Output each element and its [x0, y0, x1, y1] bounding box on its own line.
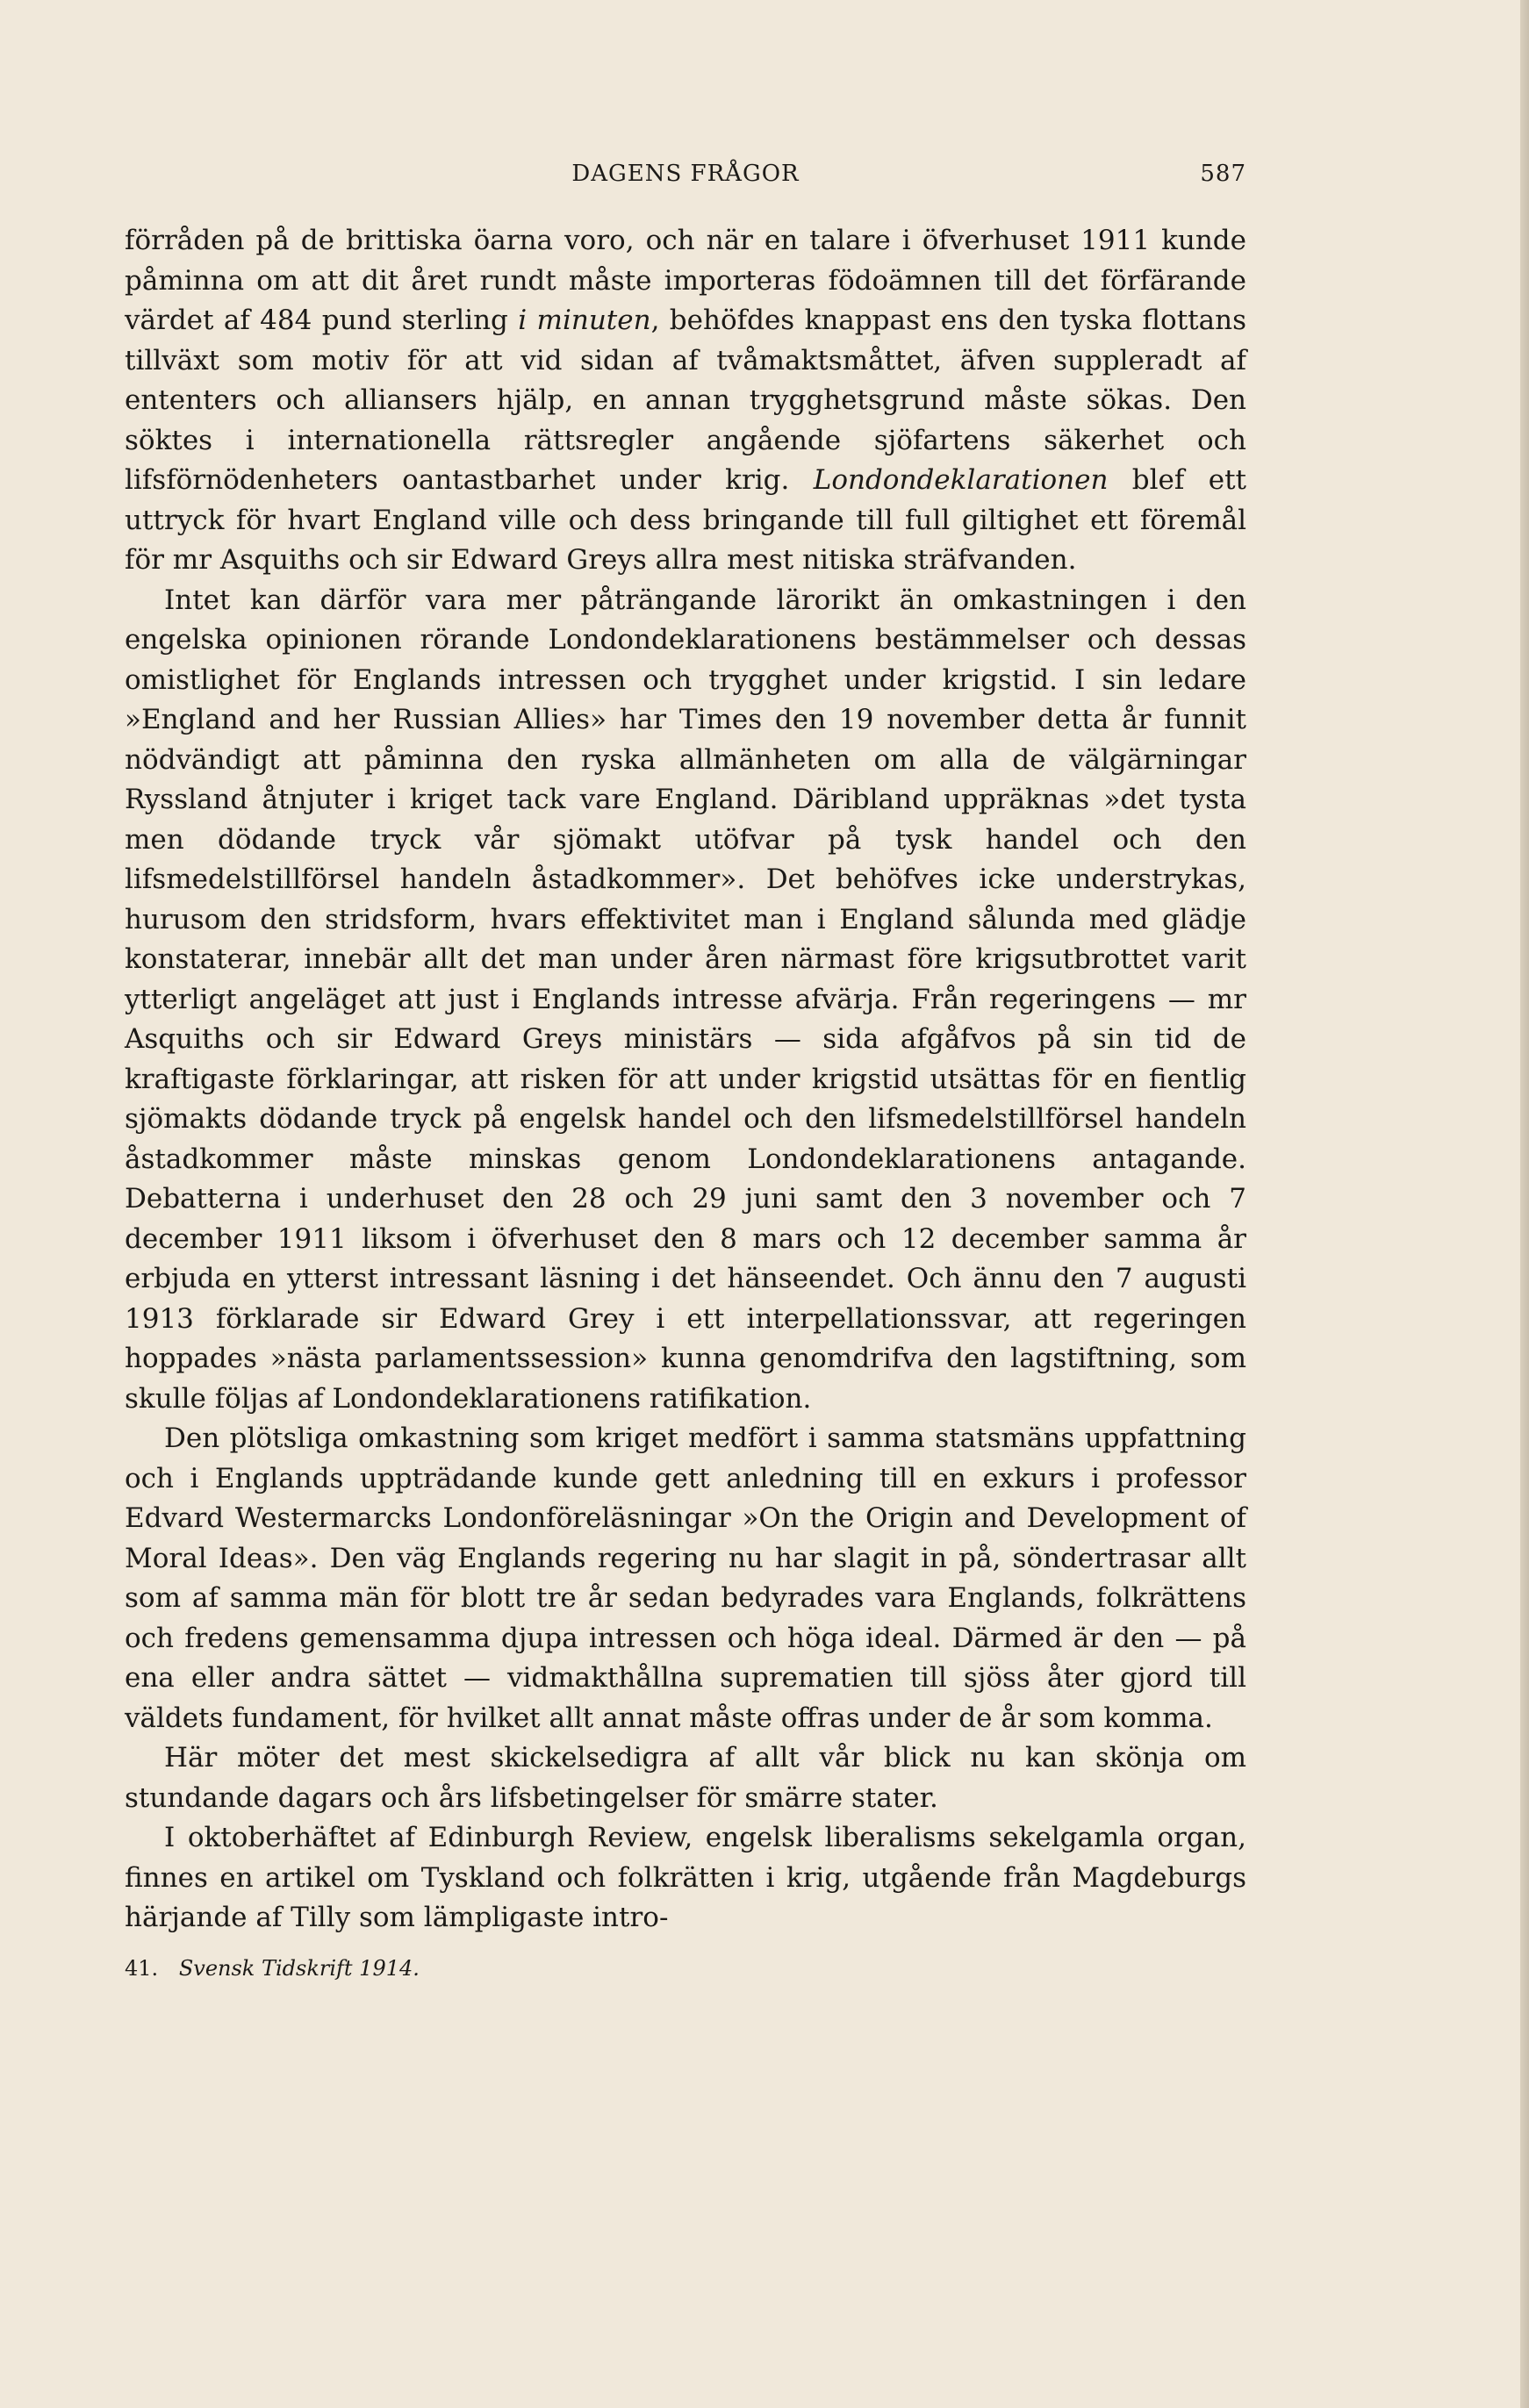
paragraph-4: Här möter det mest skickelsedigra af allt vår blick nu kan skönja om stundande dagars och års lifsbetingelser för smärre stater. [125, 1742, 1246, 1814]
paragraph-1-italic-2: Londondeklarationen [813, 464, 1109, 496]
running-head [125, 161, 1246, 196]
page-edge [1520, 0, 1529, 2408]
paragraph-1-italic-1: i minuten [518, 305, 651, 336]
signature-number: 41. [125, 1956, 159, 1981]
page-number: 587 [1200, 161, 1246, 187]
paragraph-3: Den plötsliga omkastning som kriget medfört i samma statsmäns uppfattning och i Englands uppträdande kunde gett anledning till en exkurs i professor Edvard Westermarcks Londonföreläsningar »On the Origin and Development of Moral Ideas». Den väg Englands regering nu har slagit in på, söndertrasar allt som af samma män för blott tre år sedan bedyrades vara Englands, folkrättens och fredens gemensamma djupa intressen och höga ideal. Därmed är den — på ena eller andra sättet — vidmakthållna suprematien till sjöss åter gjord till väldets fundament, för hvilket allt annat måste offras under de år som komma. [125, 1423, 1246, 1734]
paragraph-2: Intet kan därför vara mer påträngande lärorikt än omkastningen i den engelska opinionen rörande Londondeklarationens bestämmelser och dessas omistlighet för Englands intressen och trygghet under krigstid. I sin ledare »England and her Russian Allies» har Times den 19 november detta år funnit nödvändigt att påminna den ryska allmänheten om alla de välgärningar Ryssland åtnjuter i kriget tack vare England. Däribland uppräknas »det tysta men dödande tryck vår sjömakt utöfvar på tysk handel och den lifsmedelstillförsel handeln åstadkommer». Det behöfves icke understrykas, hurusom den stridsform, hvars effektivitet man i England sålunda med glädje konstaterar, innebär allt det man under åren närmast före krigsutbrottet varit ytterligt angeläget att just i Englands intresse afvärja. Från regeringens — mr Asquiths och sir Edward Greys ministärs — sida afgåfvos på sin tid de kraftigaste förklaringar, att risken för att under krigstid utsättas för en fientlig sjömakts dödande tryck på engelsk handel och den lifsmedelstillförsel handeln åstadkommer måste minskas genom Londondeklarationens antagande. Debatterna i underhuset den 28 och 29 juni samt den 3 november och 7 december 1911 liksom i öfverhuset den 8 mars och 12 december samma år erbjuda en ytterst intressant läsning i det hänseendet. Och ännu den 7 augusti 1913 förklarade sir Edward Grey i ett interpellationssvar, att regeringen hoppades »nästa parlamentssession» kunna genomdrifva den lagstiftning, som skulle följas af Londondeklarationens ratifikation. [125, 584, 1246, 1415]
paragraph-5: I oktoberhäftet af Edinburgh Review, engelsk liberalisms sekelgamla organ, finnes en artikel om Tyskland och folkrätten i krig, utgående från Magdeburgs härjande af Tilly som lämpligaste intro- [125, 1822, 1246, 1933]
printer-signature [125, 1956, 420, 1981]
running-head-title: DAGENS FRÅGOR [571, 161, 800, 187]
signature-title: Svensk Tidskrift 1914. [178, 1956, 420, 1981]
paragraph-1 [125, 221, 1246, 581]
body-text [125, 221, 1246, 1939]
paragraph-1-part-2: , behöfdes knappast ens den tyska flottans tillväxt som motiv för att vid sidan af tvåmaktsmåttet, äfven suppleradt af ententers och alliansers hjälp, en annan trygghetsgrund måste sökas. Den söktes i internationella rättsregler angående sjöfartens säkerhet och lifsförnödenheters oantastbarhet under krig. [125, 305, 1246, 496]
paragraph-1-part-1: förråden på de brittiska öarna voro, och när en talare i öfverhuset 1911 kunde påminna om att dit året rundt måste importeras födoämnen till det förfärande värdet af 484 pund sterling [125, 225, 1246, 336]
paragraph-1-part-3: blef ett uttryck för hvart England ville och dess bringande till full giltighet ett föremål för mr Asquiths och sir Edward Greys allra mest nitiska sträfvanden. [125, 464, 1246, 576]
